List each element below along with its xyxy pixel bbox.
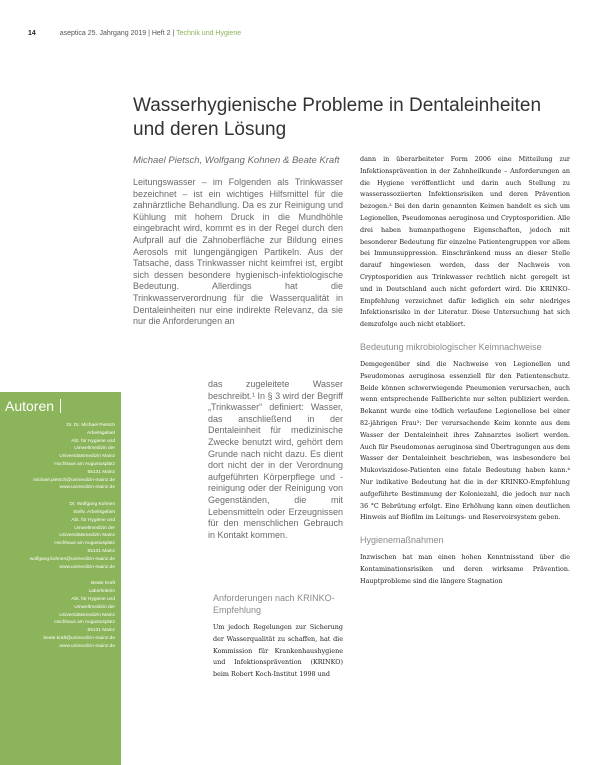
left-lower-column: [213, 582, 343, 681]
author-line: Abt. für Hygiene und: [71, 517, 115, 523]
author-line: Hochhaus am Augustusplatz: [54, 461, 115, 467]
author-line: Abt. für Hygiene und: [71, 438, 115, 444]
left-column: [133, 154, 343, 328]
subheading-krinko: Anforderungen nach KRINKO-Empfehlung: [213, 593, 335, 615]
author-website[interactable]: www.unimedizin-mainz.de: [59, 564, 115, 570]
journal-info: aseptica 25. Jahrgang 2019 | Heft 2 |: [59, 30, 175, 37]
author-line: Universitätsmedizin Mainz: [59, 612, 115, 618]
author-name: Dr. Wolfgang Kohnen: [69, 502, 115, 508]
author-line: Hochhaus am Augustusplatz: [54, 620, 115, 626]
subheading-hygienemassnahmen: Hygienemaßnahmen: [360, 535, 444, 546]
author-line: Michael Pietsch, Wolfgang Kohnen & Beate Kraft: [133, 155, 340, 166]
author-name: Beate Kraft: [91, 581, 115, 587]
author-line: 55131 Mainz: [87, 548, 115, 554]
author-details: [0, 422, 115, 660]
author-line: Umweltmedizin der: [74, 525, 115, 531]
author-email[interactable]: beate.kraft@unimedizin-mainz.de: [43, 635, 115, 641]
author-block: [0, 501, 115, 571]
page-number: 14: [28, 30, 36, 37]
author-line: Abt. für Hygiene und: [71, 596, 115, 602]
author-line: Umweltmedizin der: [74, 604, 115, 610]
author-line: 55131 Mainz: [87, 628, 115, 634]
author-line: Umweltmedizin der: [74, 446, 115, 452]
author-line: Arbeitsgebiet: [87, 430, 115, 436]
paragraph-krinko-detail: dann in überarbeiteter Form 2006 eine Mitteilung zur Infektionsprävention in der Zahnheilkunde – Anforderungen an die Hygiene veröffentlicht und darin auch Stellung zu wasserassoziierten Infektionsrisiken und deren Prävention bezogen.² Bei den darin genannten Keimen handelt es sich um Legionellen, Pseudomonas aeruginosa und Cryptosporidien. Alle drei haben humanpathogene Eigenschaften, jedoch mit besonderer Bedeutung für einzelne Patientengruppen vor allem bei Immunsuppression. Einschränkend muss an dieser Stelle darauf hingewiesen werden, dass der Nachweis von Cryptosporidien aus Trinkwasser rechtlich nicht geregelt ist und in Deutschland auch nicht gefordert wird. Die KRINKO-Empfehlung verzeichnet dafür lediglich ein sehr niedriges Infektionsrisiko in der Literatur. Diese Untersuchung hat sich demzufolge auch nicht etabliert.: [360, 155, 570, 329]
author-line: Laborleiterin: [88, 589, 115, 595]
page-header: [28, 30, 241, 37]
author-email[interactable]: wolfgang.kohnen@unimedizin-mainz.de: [29, 556, 115, 562]
article-title: Wasserhygienische Probleme in Dentaleinheiten und deren Lösung: [133, 95, 542, 140]
author-line: Universitätsmedizin Mainz: [59, 533, 115, 539]
subheading-keimnachweise: Bedeutung mikrobiologischer Keimnachweise: [360, 341, 542, 352]
author-name: Dr. Dr. Michael Pietsch: [66, 423, 115, 428]
paragraph-hygienemassnahmen: Inzwischen hat man einen hohen Kenntnisstand über die Kontaminationsrisiken und deren wirksame Prävention. Hauptprobleme sind die längere Stagnation: [360, 553, 570, 585]
author-website[interactable]: www.unimedizin-mainz.de: [59, 485, 115, 491]
author-block: [0, 422, 115, 492]
authors-sidebar: [0, 392, 121, 765]
author-website[interactable]: www.unimedizin-mainz.de: [59, 643, 115, 649]
author-line: Universitätsmedizin Mainz: [59, 454, 115, 460]
intro-wrap-paragraph: das zugeleitete Wasser beschreibt.¹ In § 3 wird der Begriff „Trinkwasser“ definiert: Wasser, das anschließend in der Dentaleinheit für medizinische Zwecke benutzt wird, gehört dem Grunde nach nicht dazu. Es dient dort nicht der in der Verordnung aufgeführten Körperpflege und -reinigung oder der Reinigung von Gegenständen, die mit Lebensmitteln oder Erzeugnissen für den menschlichen Gebrauch in Kontakt kommen.: [208, 379, 343, 540]
krinko-paragraph: Um jedoch Regelungen zur Sicherung der Wasserqualität zu schaffen, hat die Kommission für Krankenhaushygiene und Infektionsprävention (KRINKO) beim Robert Koch-Institut 1998 und: [213, 623, 343, 679]
author-email[interactable]: michael.pietsch@unimedizin-mainz.de: [33, 477, 115, 483]
intro-paragraph: Leitungswasser – im Folgenden als Trinkwasser bezeichnet – ist ein wichtiges Hilfsmittel für die zahnärztliche Behandlung. Da es zur Reinigung und Kühlung mit hohem Druck in die Mundhöhle eingebracht wird, kommt es in der Regel durch den Aufprall auf die Zahnoberfläche zur Bildung eines Aerosols mit lungengängigen Partikeln. Aus der Tatsache, dass Trinkwasser nicht keimfrei ist, ergibt sich dessen besondere hygienisch-infektiologische Bedeutung. Allerdings hat die Trinkwasserverordnung für die Wasserqualität in Dentaleinheiten nur eine indirekte Relevanz, da sie nur die Anforderungen an: [133, 177, 343, 327]
right-column: [360, 154, 570, 588]
author-line: Hochhaus am Augustusplatz: [54, 541, 115, 547]
author-line: Stellv. Arbeitsgebiet: [73, 509, 115, 515]
sidebar-title: [5, 398, 61, 414]
section-name: Technik und Hygiene: [176, 30, 242, 37]
paragraph-keimnachweise: Demgegenüber sind die Nachweise von Legionellen und Pseudomonas aeruginosa essenziell für den Patientenschutz. Beide können schwerwiegende Pneumonien verursachen, auch wenn entsprechende Fallberichte nur selten publiziert werden. Bekannt wurde eine tödlich verlaufene Legionellose bei einer 82-jährigen Frau³: Der verursachende Keim konnte aus dem Wasser der Dentaleinheit ihres Zahnarztes isoliert werden. Auch für Pseudomonas aeruginosa sind Übertragungen aus dem Wasser der Dentaleinheit beschrieben, was insbesondere bei Mukoviszidose-Patienten eine fatale Bedeutung haben kann.⁴ Nur indikative Bedeutung hat die in der KRINKO-Empfehlung aufgeführte Bestimmung der Koloniezahl, die jedoch nur nach 36 °C Bebrütung erfolgt. Eine Erhöhung kann einen deutlichen Hinweis auf Biofilm im Leitungs- und Reservoirsystem geben.: [360, 359, 570, 522]
author-line: 55131 Mainz: [87, 469, 115, 475]
title-divider: [60, 399, 61, 413]
author-block: [0, 580, 115, 650]
sidebar-title-text: Autoren: [5, 398, 55, 414]
